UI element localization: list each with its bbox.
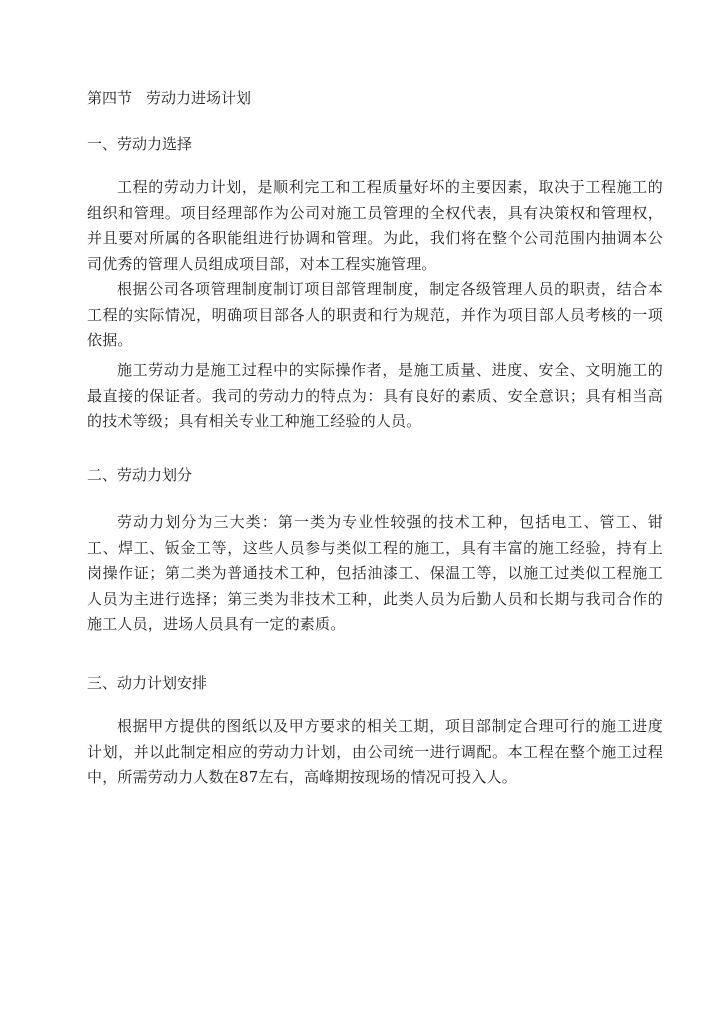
paragraph-labor-arrangement: 根据甲方提供的图纸以及甲方要求的相关工期，项目部制定合理可行的施工进度计划，并以此制定相应的劳动力计划，由公司统一进行调配。本工程在整个施工过程中，所需劳动力人数在87左右，高峰期按现场的情况可投入人。 (87, 717, 663, 786)
section-1-body (87, 175, 663, 354)
section-3-body (87, 714, 663, 791)
section-title (87, 88, 251, 108)
section-number: 第四节 (87, 89, 133, 107)
paragraph-labor-plan: 工程的劳动力计划，是顺利完工和工程质量好坏的主要因素，取决于工程施工的组织和管理。项目经理部作为公司对施工员管理的全权代表，具有决策权和管理权，并且要对所属的各职能组进行协调和管理。为此，我们将在整个公司范围内抽调本公司优秀的管理人员组成项目部，对本工程实施管理。 (87, 178, 663, 273)
heading-labor-division: 二、劳动力划分 (87, 466, 193, 484)
section-2-body (87, 510, 663, 638)
heading-labor-schedule: 三、动力计划安排 (87, 674, 208, 692)
paragraph-labor-categories: 劳动力划分为三大类：第一类为专业性较强的技术工种，包括电工、管工、钳工、焊工、钣金工等，这些人员参与类似工程的施工，具有丰富的施工经验，持有上岗操作证；第二类为普通技术工种，包括油漆工、保温工等，以施工过类似工程施工人员为主进行选择；第三类为非技术工种，此类人员为后勤人员和长期与我司合作的施工人员，进场人员具有一定的素质。 (87, 513, 663, 633)
heading-labor-selection: 一、劳动力选择 (87, 135, 193, 153)
section-1-body-continued (87, 358, 663, 435)
paragraph-labor-characteristics: 施工劳动力是施工过程中的实际操作者，是施工质量、进度、安全、文明施工的最直接的保证者。我司的劳动力的特点为：具有良好的素质、安全意识；具有相当高的技术等级；具有相关专业工种施工经验的人员。 (87, 361, 663, 430)
paragraph-management-system: 根据公司各项管理制度制订项目部管理制度，制定各级管理人员的职责，结合本工程的实际情况，明确项目部各人的职责和行为规范，并作为项目部人员考核的一项依据。 (87, 280, 663, 349)
section-title-text: 劳动力进场计划 (146, 89, 252, 107)
